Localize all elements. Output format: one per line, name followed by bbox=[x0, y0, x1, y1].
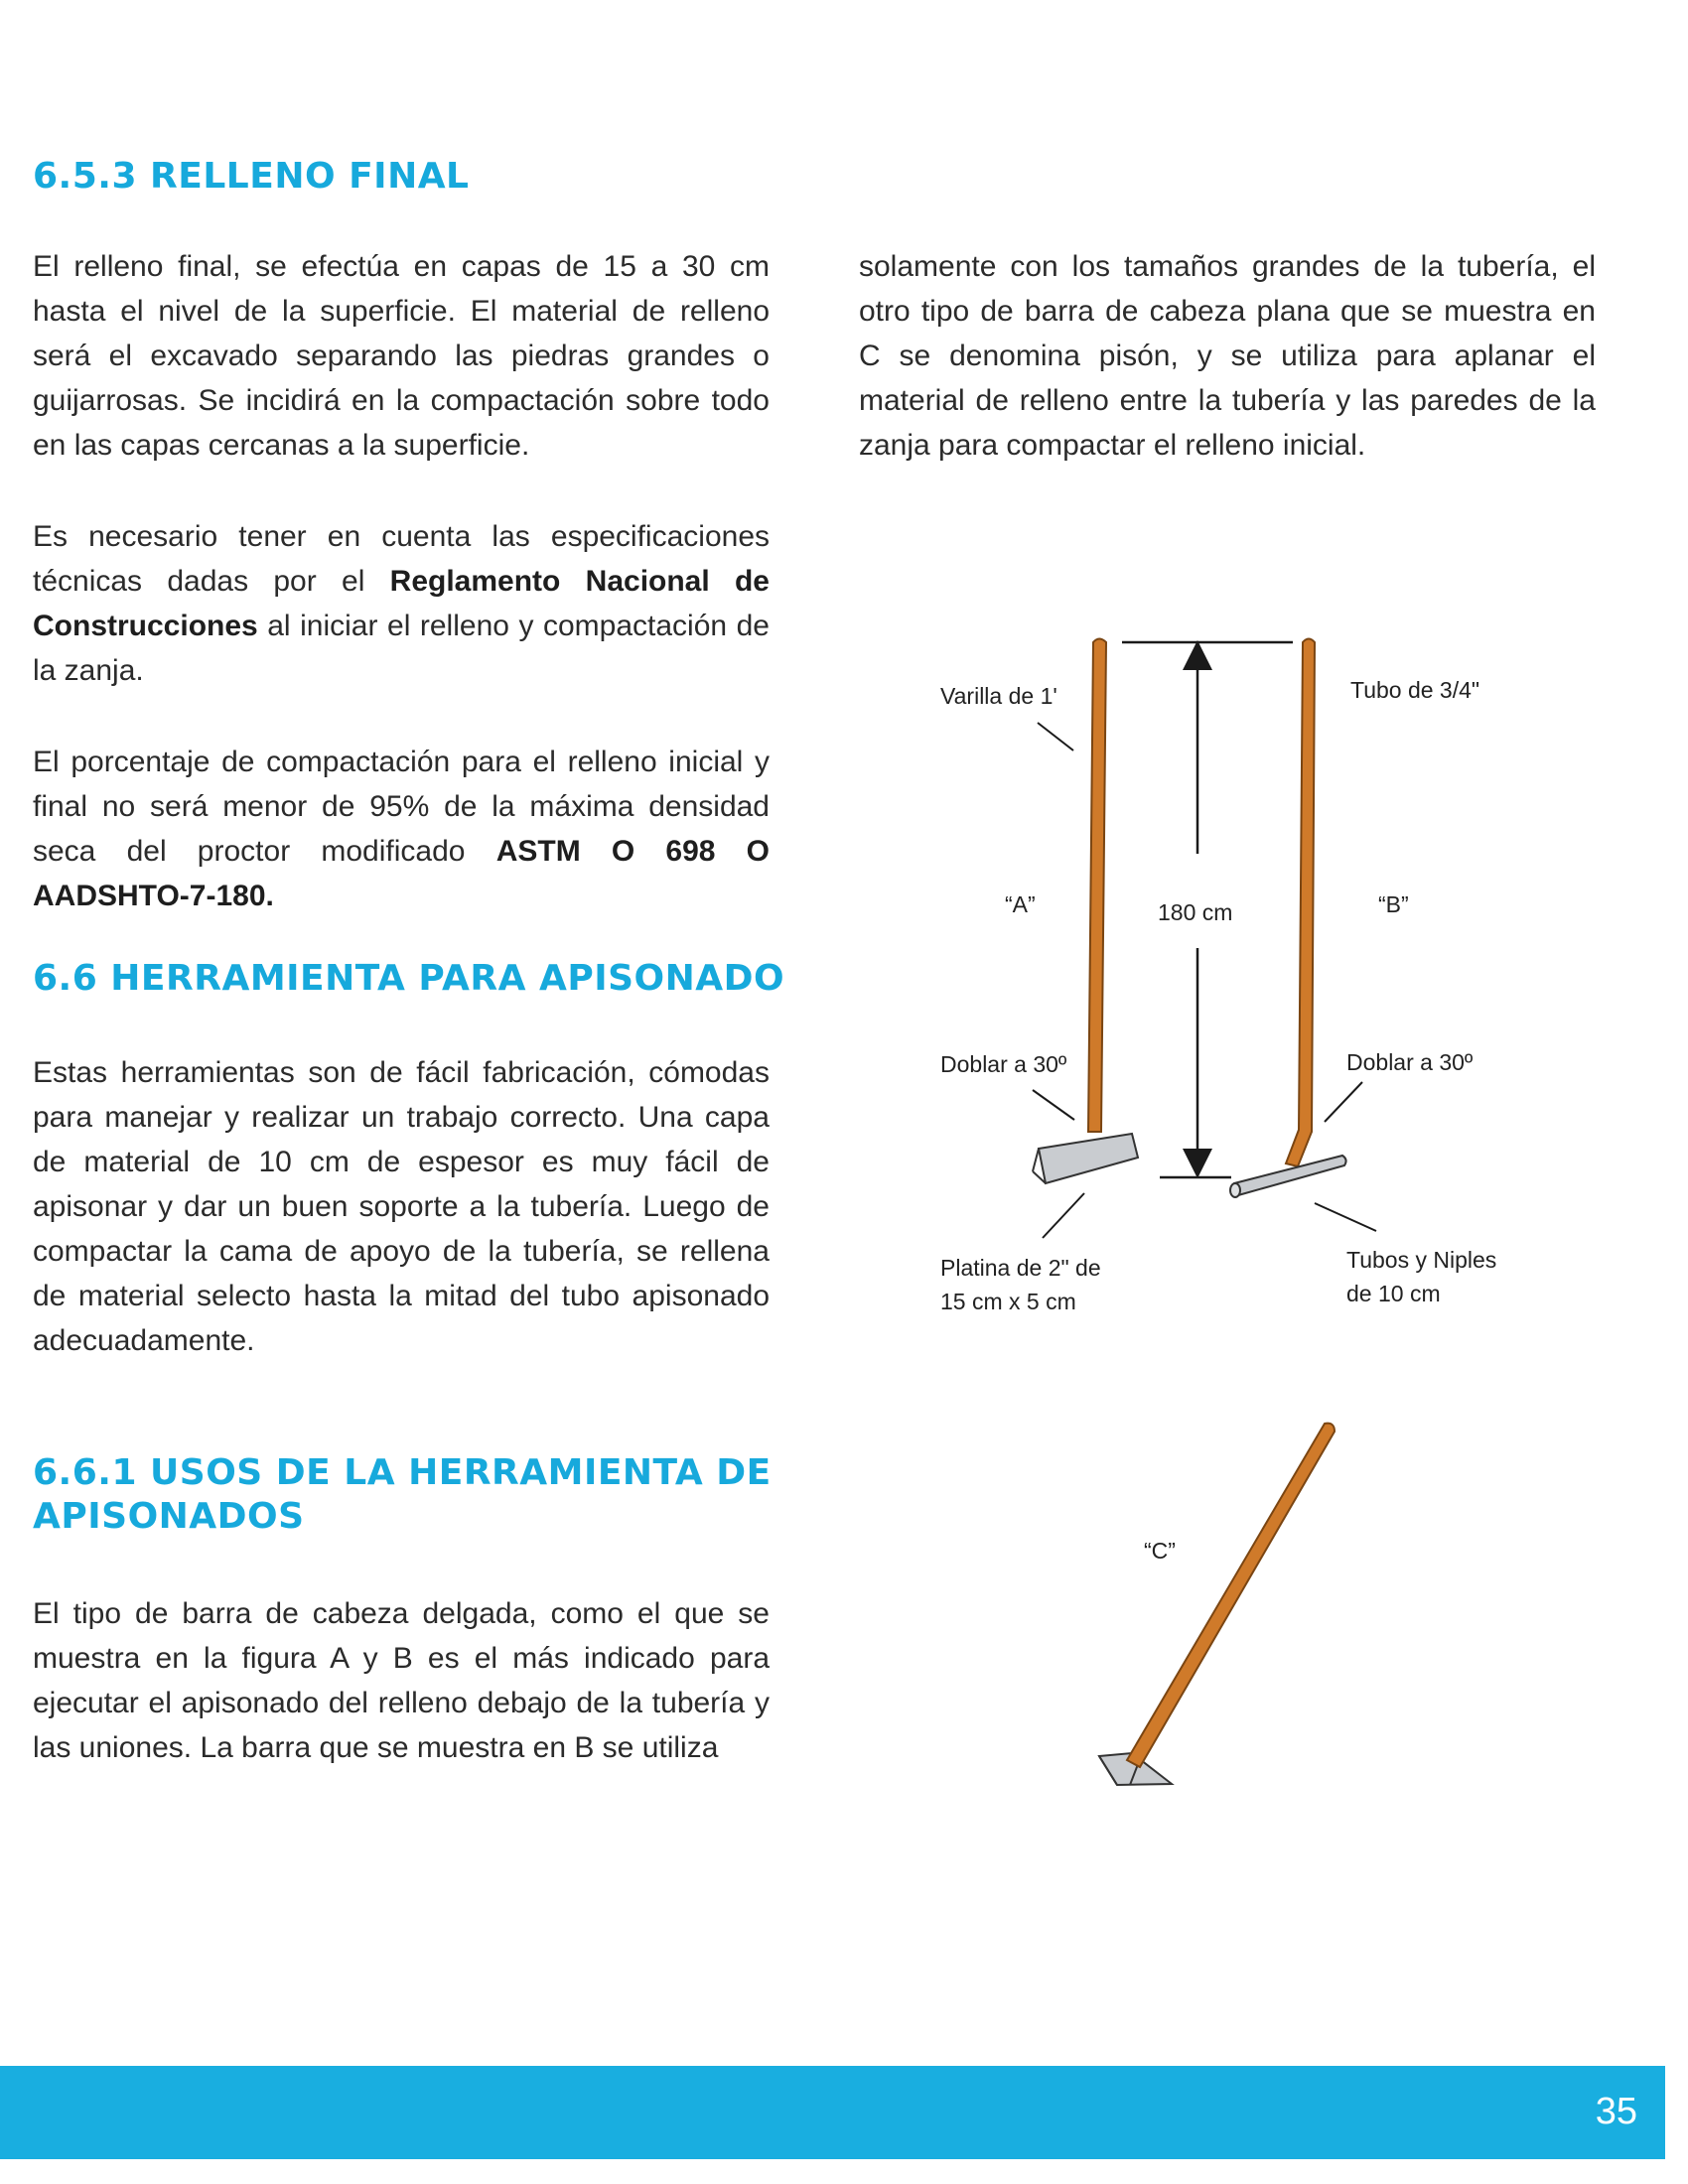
tool-b-tube-end bbox=[1230, 1183, 1240, 1197]
label-platina-line: Platina de 2" de bbox=[940, 1255, 1101, 1281]
heading-line: 6.6.1 USOS DE LA HERRAMIENTA DE bbox=[33, 1452, 772, 1493]
tool-a-plate bbox=[1039, 1134, 1138, 1183]
label-doblar-a: Doblar a 30º bbox=[940, 1051, 1067, 1077]
section-heading-6-6-1 bbox=[33, 1451, 772, 1539]
section-heading-6-5-3: 6.5.3 RELLENO FINAL bbox=[33, 156, 470, 197]
label-tubo: Tubo de 3/4" bbox=[1350, 677, 1480, 703]
label-height: 180 cm bbox=[1158, 899, 1233, 925]
footer-band bbox=[0, 2066, 1665, 2159]
tool-a-plate-edge bbox=[1033, 1149, 1039, 1171]
leader-varilla bbox=[1038, 723, 1073, 751]
paragraph-usos-continued: solamente con los tamaños grandes de la tubería, el otro tipo de barra de cabeza plana que se muestra en C se denomina pisón, y se utiliza para aplanar el material de relleno entre la tubería y las paredes de la zanja para compactar el relleno inicial. bbox=[859, 250, 1596, 462]
tamper-c-drawing bbox=[1072, 1400, 1390, 1817]
label-tool-a: “A” bbox=[1005, 891, 1036, 917]
tool-c-handle bbox=[1127, 1424, 1335, 1767]
leader-tubos bbox=[1315, 1203, 1376, 1231]
paragraph-usos: El tipo de barra de cabeza delgada, como el que se muestra en la figura A y B es el más indicado para ejecutar el apisonado del relleno debajo de la tubería y las uniones. La barra que se muestra en B se utiliza bbox=[33, 1597, 770, 1764]
label-tubos-niples bbox=[1346, 1243, 1496, 1310]
label-platina-line: 15 cm x 5 cm bbox=[940, 1289, 1076, 1314]
leader-doblar-a bbox=[1033, 1090, 1074, 1120]
label-varilla: Varilla de 1' bbox=[940, 683, 1057, 709]
paragraph-especificaciones bbox=[33, 514, 770, 693]
leader-platina bbox=[1043, 1193, 1084, 1238]
heading-line: APISONADOS bbox=[33, 1496, 305, 1537]
label-tubos-line: Tubos y Niples bbox=[1346, 1247, 1497, 1273]
paragraph-text: El porcentaje de compactación para el relleno inicial y final no será menor de 95% de la máxima densidad seca del proctor modificado bbox=[33, 746, 770, 868]
section-heading-6-6: 6.6 HERRAMIENTA PARA APISONADO bbox=[33, 958, 785, 999]
tool-b-handle bbox=[1286, 639, 1315, 1167]
tamping-tools-figure bbox=[914, 615, 1569, 1370]
label-platina bbox=[940, 1251, 1101, 1318]
bold-regulation-name: Reglamento Nacional de Construcciones bbox=[33, 565, 770, 642]
paragraph-text: Es necesario tener en cuenta las especificaciones técnicas dadas por el bbox=[33, 520, 770, 598]
page-number: 35 bbox=[1595, 2091, 1637, 2132]
paragraph-relleno-final: El relleno final, se efectúa en capas de 15 a 30 cm hasta el nivel de la superficie. El material de relleno será el excavado separando las piedras grandes o guijarrosas. Se incidirá en la compactación sobre todo en las capas cercanas a la superficie. bbox=[33, 250, 770, 462]
label-tubos-line: de 10 cm bbox=[1346, 1281, 1441, 1306]
paragraph-porcentaje-compactacion bbox=[33, 740, 770, 918]
paragraph-herramientas: Estas herramientas son de fácil fabricación, cómodas para manejar y realizar un trabajo correcto. Una capa de material de 10 cm de espesor es muy fácil de apisonar y dar un buen soporte a la tubería. Luego de compactar la cama de apoyo de la tubería, se rellena de material selecto hasta la mitad del tubo apisonado adecuadamente. bbox=[33, 1056, 770, 1357]
bold-standard-name: ASTM O 698 O AADSHTO-7-180. bbox=[33, 835, 771, 912]
tool-a-handle bbox=[1088, 639, 1106, 1133]
label-tool-c: “C” bbox=[1144, 1538, 1176, 1564]
tamper-c-figure bbox=[1072, 1400, 1390, 1817]
leader-doblar-b bbox=[1325, 1082, 1362, 1122]
label-doblar-b: Doblar a 30º bbox=[1346, 1049, 1474, 1075]
label-tool-b: “B” bbox=[1378, 891, 1409, 917]
paragraph-text: al iniciar el relleno y compactación de la zanja. bbox=[33, 610, 770, 687]
